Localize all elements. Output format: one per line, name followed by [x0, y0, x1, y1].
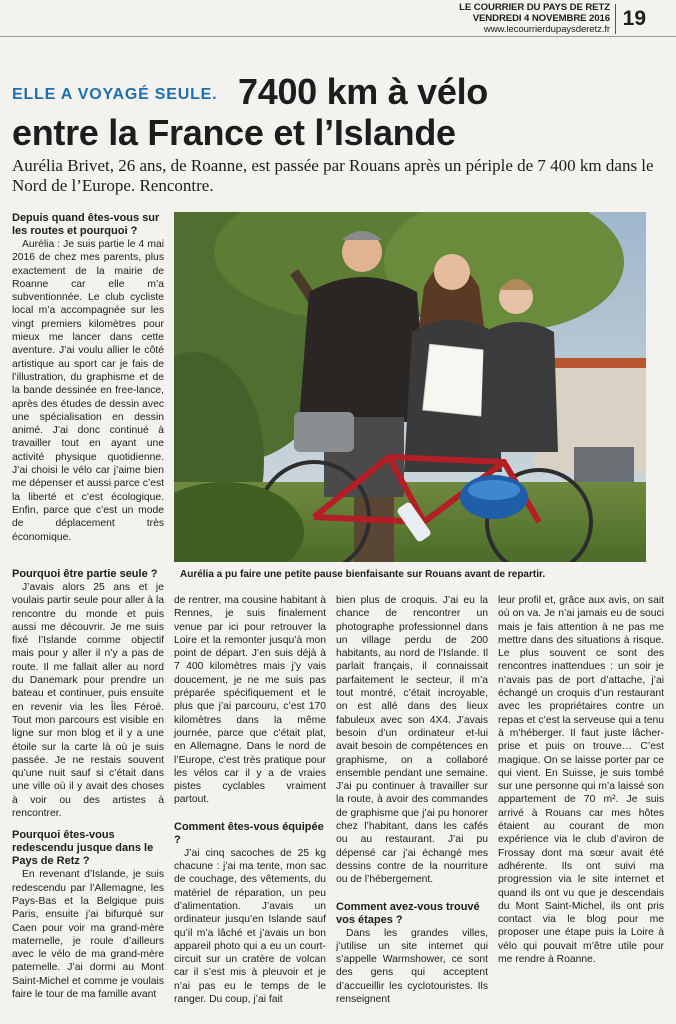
photo-illustration [174, 212, 646, 562]
newspaper-name: LE COURRIER DU PAYS DE RETZ [459, 2, 610, 13]
question-4: Comment êtes-vous équipée ? [174, 820, 324, 846]
article-column-3 [336, 594, 488, 1006]
question-2: Pourquoi être partie seule ? [12, 568, 158, 580]
article-column-1-top [12, 212, 164, 544]
headline-line-1: 7400 km à vélo [238, 71, 488, 112]
headline-line-2: entre la France et l’Islande [12, 112, 456, 153]
answer-5: Dans les grandes villes, j’utilise un site internet qui s’appelle Warmshower, ce sont des gens qui acceptent d’accueillir les cyclotouristes. Ils renseignent [336, 927, 488, 1006]
article-column-1-bottom [12, 568, 164, 1001]
article-lede: Aurélia Brivet, 26 ans, de Roanne, est passée par Rouans après un périple de 7 400 km dans le Nord de l’Europe. Rencontre. [12, 156, 654, 195]
masthead-text [459, 2, 610, 35]
answer-5-continued: leur profil et, grâce aux avis, on sait où on va. Je n’ai jamais eu de souci mais je fais attention à ne pas me mettre dans des situations à risque. Le plus souvent ce sont des rencontres inattendues : un soir je n’avais pas de port d’attache, j’ai échangé un croquis d’un restaurant avec les propriétaires contre un repas et c’est la serveuse qui a tenu à m’héberger. Il faut juste lâcher-prise et puis on trouve… C’est magique. On se laisse porter par ce qui vient. En Suisse, je suis tombé sur une personne qui m’a laissé son appartement de 70 m². Je suis arrivé à Rouans car mes hôtes étaient au courant de mon expérience via le club d’aviron de Frossay dont ma sœur avait été adhérente. Ils ont suivi ma progression via le site internet et quand ils ont vu que je descendais du Mont Saint-Michel, ils ont pris contact via le blog pour me proposer une étape puis la Loire à vélo qui pouvait m’être utile pour me rendre à Roanne. [498, 595, 664, 966]
answer-3: En revenant d’Islande, je suis redescendu par l’Allemagne, les Pays-Bas et la Belgique puis Paris, ensuite j’ai bifurqué sur Caen pour voir ma grand-mère maternelle, je roule d’ailleurs avec le vélo de ma grand-mère paternelle. J’ai dormi au Mont Saint-Michel et comme je voulais faire le tour de ma famille avant [12, 869, 164, 1001]
page-number: 19 [622, 7, 646, 30]
answer-4: J’ai cinq sacoches de 25 kg chacune : j’ai ma tente, mon sac de couchage, des vêtements, du matériel de réparation, un peu d’alimentation. J’avais un ordinateur jusqu’en Islande sauf qu’il m’a lâché et j’avais un bon appareil photo qui a eu un court-circuit sur un cratère de volcan car il s’est mis à pleuvoir et je n’ai pas eu le temps de le ranger. Du coup, j’ai fait [174, 847, 326, 1006]
masthead-rule [0, 36, 676, 37]
issue-date: VENDREDI 4 NOVEMBRE 2016 [472, 13, 610, 24]
question-3: Pourquoi êtes-vous redescendu jusque dans le Pays de Retz ? [12, 829, 154, 868]
masthead-divider [615, 4, 616, 34]
question-1: Depuis quand êtes-vous sur les routes et pourquoi ? [12, 212, 160, 237]
headline-kicker: ELLE A VOYAGÉ SEULE. [12, 86, 218, 103]
article-column-4 [498, 594, 664, 966]
article-column-2 [174, 594, 326, 1006]
answer-2: J’avais alors 25 ans et je voulais partir seule pour aller à la rencontre du monde et puis aussi me découvrir. Je me suis fixé l’Islande comme objectif mais pour y aller il n’y a pas de route. Il me fallait aller au nord du Danemark pour prendre un bateau et continuer, puis ensuite en revenir via les Îles Féroé. Tout mon parcours est visible en ligne sur mon blog et il y a une étoile sur la carte là où je suis passée. Je ne restais souvent qu’une nuit sauf si c’était dans une ville où il y avait des choses à voir ou des artistes à rencontrer. [12, 582, 164, 820]
question-5: Comment avez-vous trouvé vos étapes ? [336, 900, 480, 926]
newspaper-url: www.lecourrierdupaysderetz.fr [483, 24, 610, 35]
answer-4-continued: bien plus de croquis. J’ai eu la chance de rencontrer un photographe professionnel dans un village perdu de 200 habitants, au nord de l’Islande. Il parlait français, il connaissait parfaitement le secteur, il m’a tout montré, c’était incroyable, on est allé dans des lieux fabuleux avec son 4X4. J’avais besoin d’un ordinateur et-lui avait besoin de compétences en graphisme, on a collaboré ensemble pendant une semaine. J’ai pu continuer à travailler sur la route, à avoir des commandes de graphisme que j’ai pu honorer chez l’habitant, dans les cafés ou au restaurant. J’ai pu dépensé car j’ai échangé mes dessins contre de la nourriture ou de l’hébergement. [336, 595, 488, 886]
photo-caption: Aurélia a pu faire une petite pause bienfaisante sur Rouans avant de repartir. [180, 569, 546, 580]
article-photo [174, 212, 646, 562]
answer-3-continued: de rentrer, ma cousine habitant à Rennes, je suis finalement venue par ici pour retrouver la Loire et la remonter jusqu’à mon point de départ. J’en suis déjà à 7 400 kilomètres mais j’y vais doucement, je ne me suis pas préparée spécifiquement et le plus que j’ai parcouru, c’est 170 kilomètres dans la même journée, parce que c’était plat, en Allemagne. Dans le nord de l’Europe, c’est très pratique pour les vélos car il y a de vraies pistes cyclables vraiment partout. [174, 595, 326, 806]
answer-1: Aurélia : Je suis partie le 4 mai 2016 de chez mes parents, plus exactement de la mairie de Roanne car elle m’a subventionnée. Le club cycliste local m’a accompagnée sur les vingt premiers kilomètres pour mieux me lancer dans cette aventure. J’ai voulu allier le côté artistique au sport car je fais de l’illustration, du graphisme et de la bande dessinée en free-lance, après des études de dessin avec une spécialisation en dessin animé. J’ai donc continué à travailler tout en ayant une activité physique quotidienne. J’ai choisi le vélo car j’aime bien me dépenser et aussi parce c’est la liberté et c’est écologique. Enfin, parce que c’est un mode de déplacement très économique. [12, 239, 164, 543]
masthead [0, 0, 676, 40]
